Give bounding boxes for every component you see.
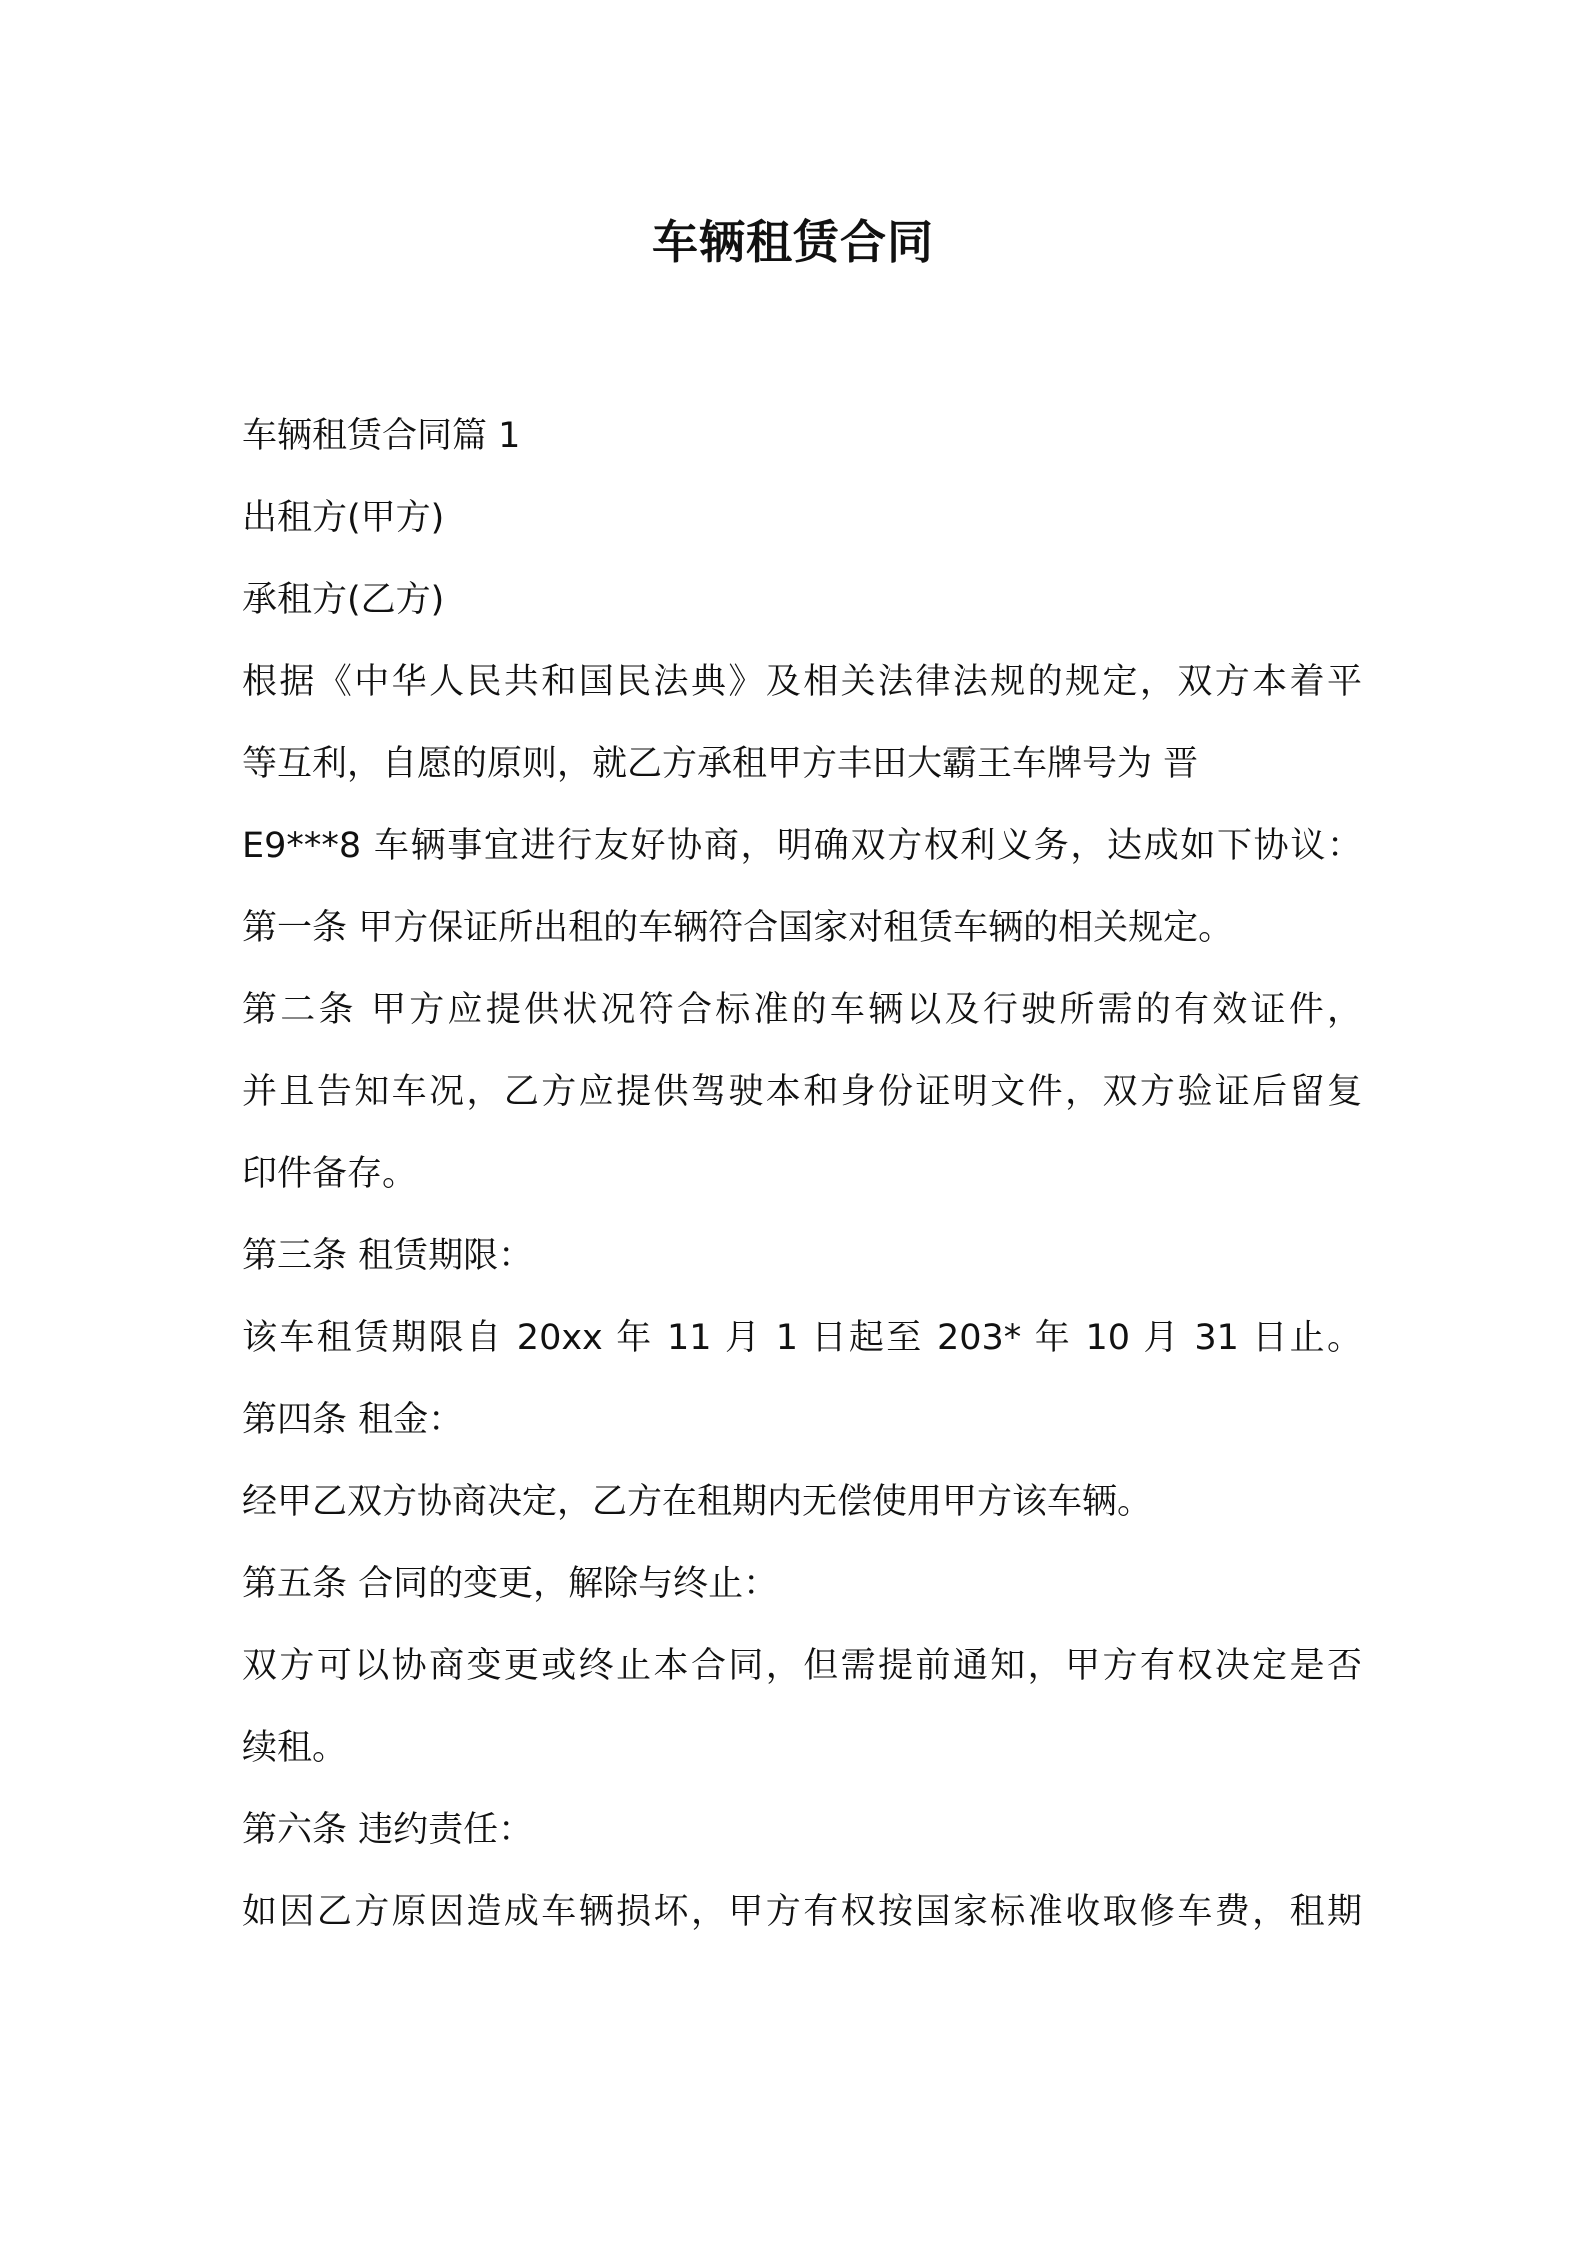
clause-heading: 第三条 租赁期限： <box>242 1236 534 1276</box>
section-heading: 车辆租赁合同篇 1 <box>242 416 521 456</box>
clause-heading: 第五条 合同的变更，解除与终止： <box>242 1564 779 1604</box>
clause-heading: 第四条 租金： <box>242 1400 464 1440</box>
body-line: 印件备存。 <box>242 1154 418 1194</box>
body-line: 该车租赁期限自 20xx 年 11 月 1 日起至 203* 年 10 月 31 日止。 <box>242 1318 1362 1358</box>
document-title: 车辆租赁合同 <box>652 215 934 269</box>
body-line: E9***8 车辆事宜进行友好协商，明确双方权利义务，达成如下协议： <box>242 826 1362 866</box>
body-line: 经甲乙双方协商决定，乙方在租期内无偿使用甲方该车辆。 <box>242 1482 1153 1522</box>
body-line: 续租。 <box>242 1728 348 1768</box>
body-line: 根据《中华人民共和国民法典》及相关法律法规的规定，双方本着平 <box>242 662 1362 702</box>
clause-heading: 第六条 违约责任： <box>242 1810 534 1850</box>
lessee-label: 承租方(乙方) <box>242 580 445 620</box>
body-line: 如因乙方原因造成车辆损坏，甲方有权按国家标准收取修车费，租期 <box>242 1892 1362 1932</box>
clause-line: 第二条 甲方应提供状况符合标准的车辆以及行驶所需的有效证件， <box>242 990 1362 1030</box>
body-line: 等互利，自愿的原则，就乙方承租甲方丰田大霸王车牌号为 晋 <box>242 744 1199 784</box>
body-line: 双方可以协商变更或终止本合同，但需提前通知，甲方有权决定是否 <box>242 1646 1362 1686</box>
lessor-label: 出租方(甲方) <box>242 498 445 538</box>
body-line: 并且告知车况，乙方应提供驾驶本和身份证明文件，双方验证后留复 <box>242 1072 1362 1112</box>
clause-line: 第一条 甲方保证所出租的车辆符合国家对租赁车辆的相关规定。 <box>242 908 1234 948</box>
